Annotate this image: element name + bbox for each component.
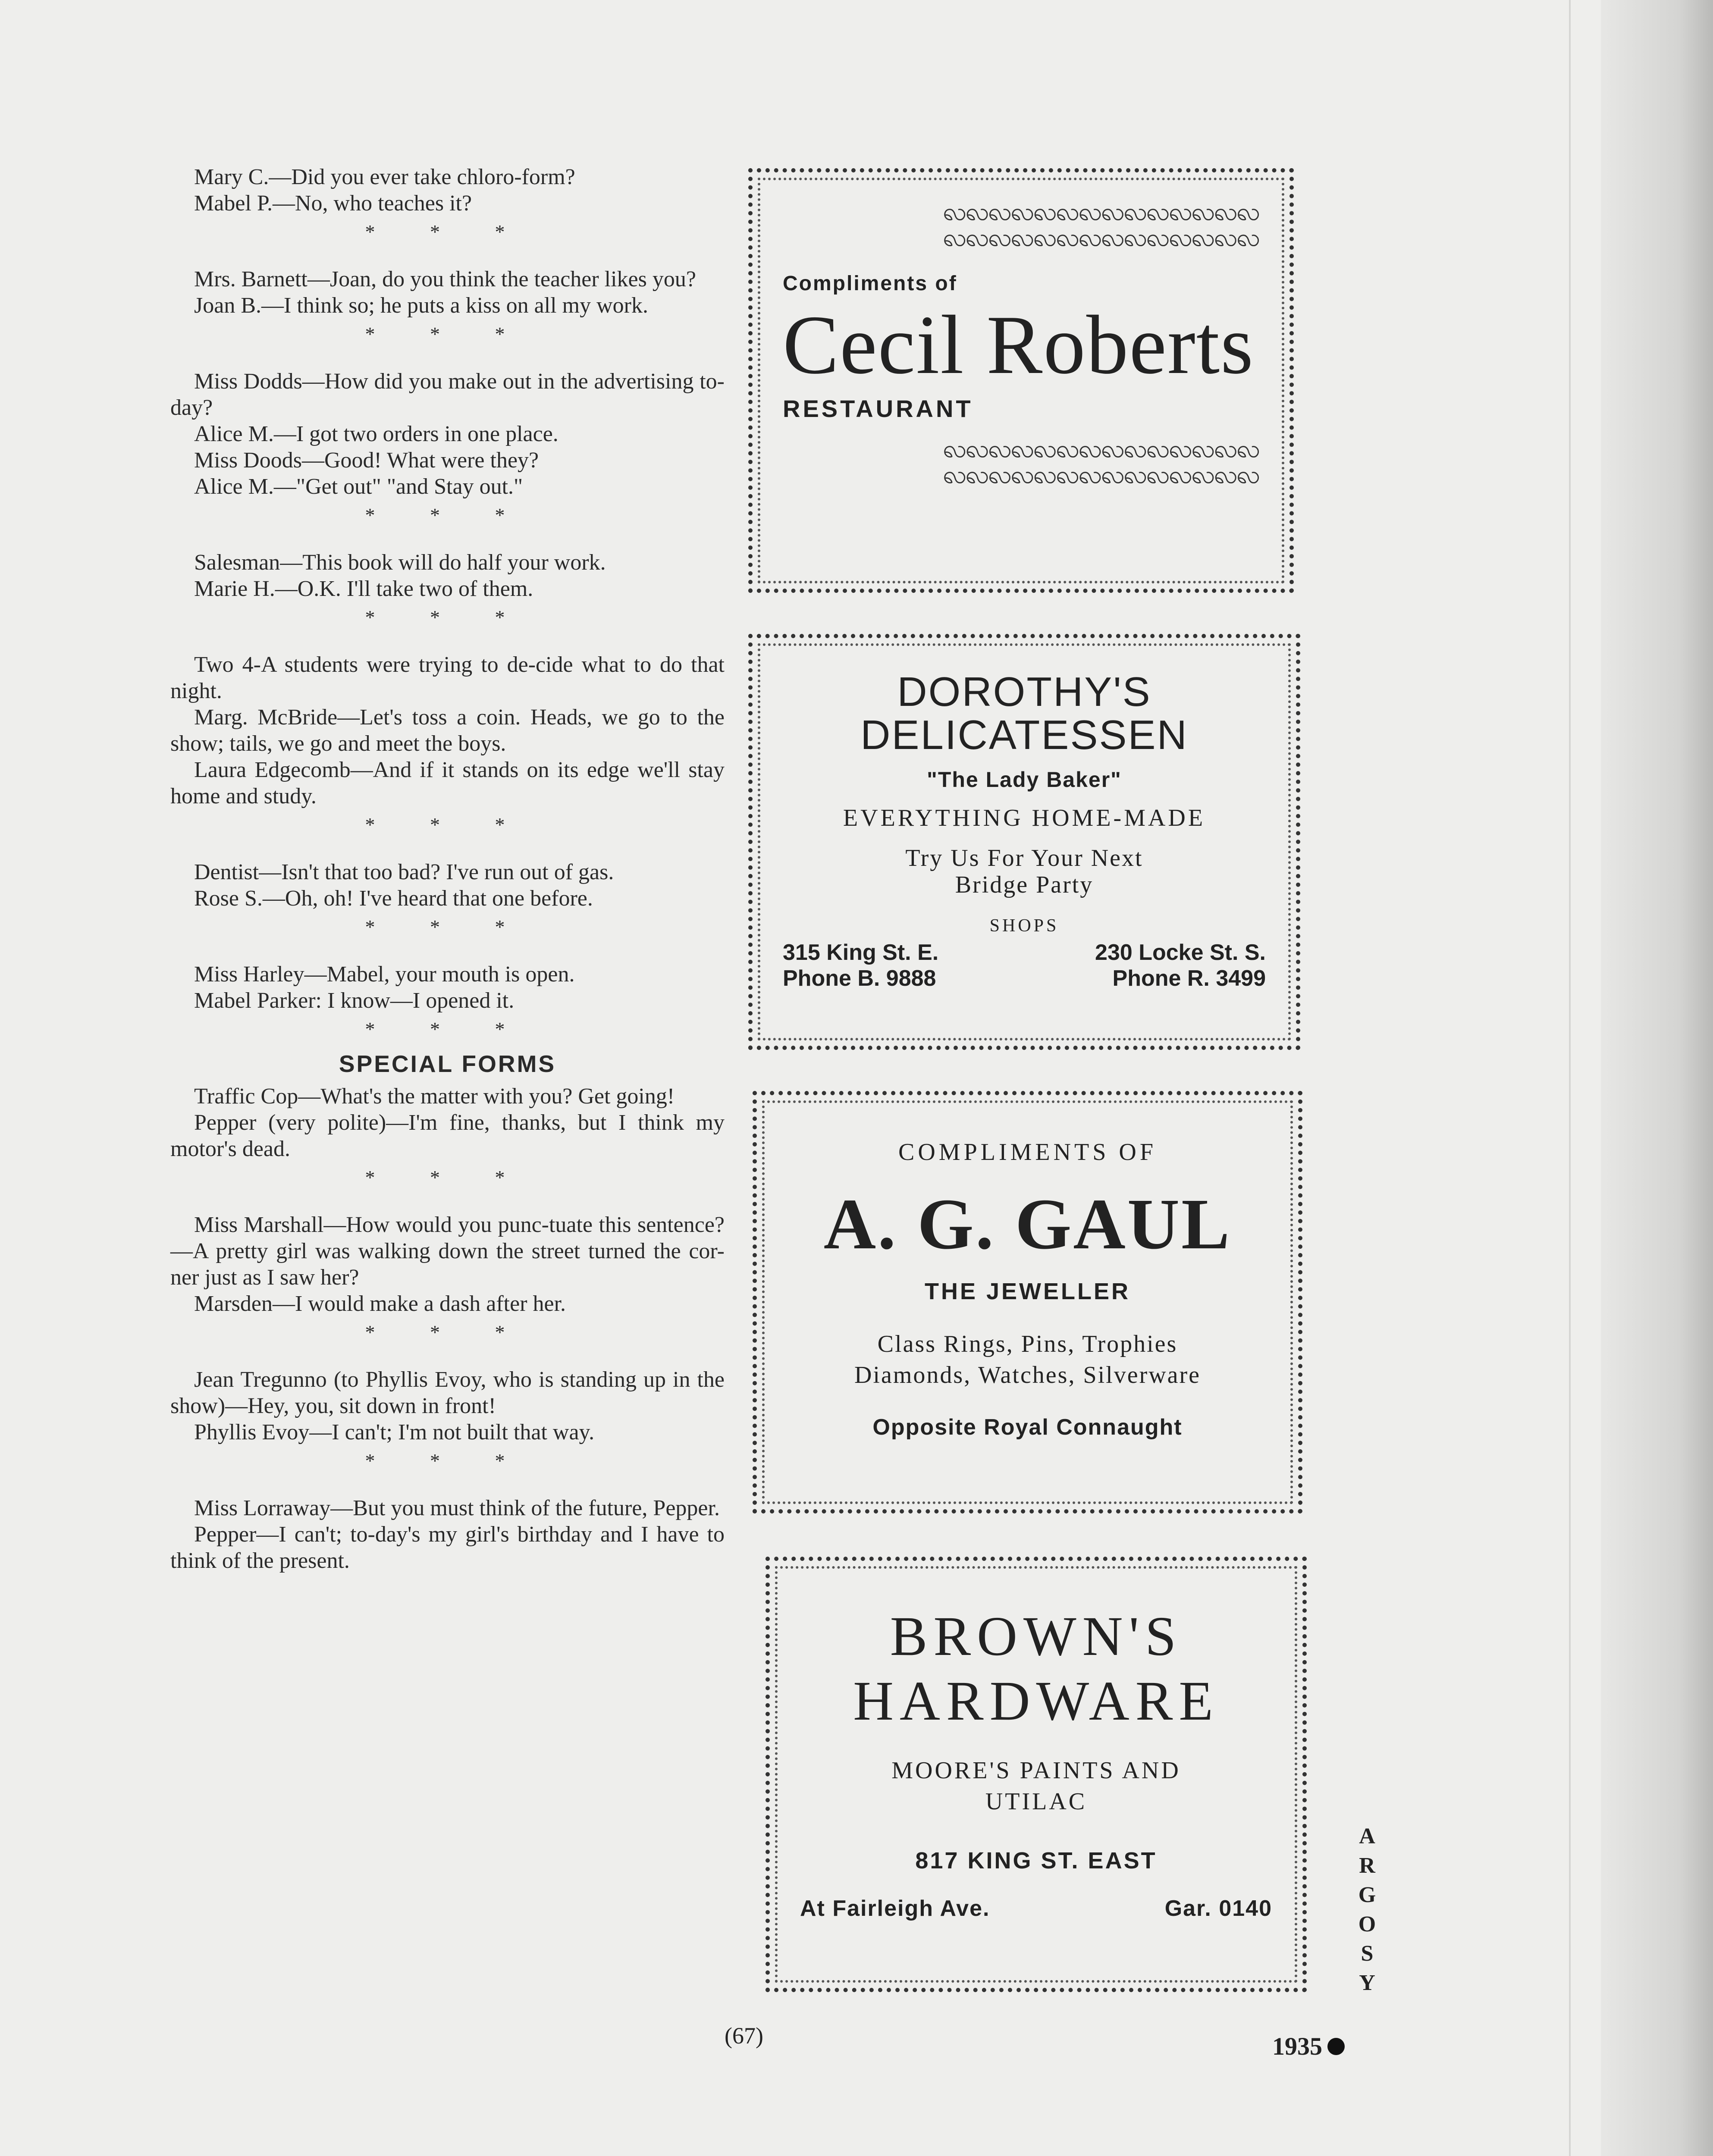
joke-4 (170, 549, 725, 602)
page-number: (67) (725, 2023, 763, 2049)
separator-stars: * * * (365, 814, 530, 836)
joke-7 (170, 961, 725, 1014)
argosy-letter: Y (1359, 1971, 1375, 1995)
ad-title: DELICATESSEN (860, 712, 1188, 758)
joke-line: Laura Edgecomb—And if it stands on its edge we'll stay home and study. (170, 758, 725, 808)
ad-title: HARDWARE (853, 1670, 1219, 1732)
joke-5 (170, 652, 725, 809)
ad-ag-gaul (753, 1091, 1302, 1514)
ad-slogan: "The Lady Baker" (927, 768, 1122, 792)
shop-2 (1095, 940, 1266, 991)
joke-line: Miss Dodds—How did you make out in the advertising to-day? (170, 369, 725, 420)
ad-compliments: Compliments of (783, 272, 957, 295)
separator-stars: * * * (365, 1166, 530, 1188)
argosy-letter: A (1359, 1824, 1375, 1849)
ad-location: Opposite Royal Connaught (872, 1415, 1183, 1440)
argosy-letter: O (1358, 1912, 1376, 1937)
ad-compliments: COMPLIMENTS OF (898, 1139, 1157, 1166)
shop-phone: Phone R. 3499 (1112, 966, 1266, 991)
joke-line: Marsden—I would make a dash after her. (194, 1291, 566, 1316)
special-joke-3 (170, 1366, 725, 1445)
ornament-top: ꩮꩮꩮꩮꩮꩮꩮꩮꩮꩮꩮꩮꩮꩮ (943, 197, 1259, 226)
ad-shop-addresses (783, 940, 1266, 991)
ornament-bottom: ꩮꩮꩮꩮꩮꩮꩮꩮꩮꩮꩮꩮꩮꩮ (943, 460, 1259, 489)
bullet-icon (1327, 2038, 1345, 2055)
page-fold-line (1569, 0, 1571, 2156)
ad-items: Diamonds, Watches, Silverware (854, 1362, 1201, 1388)
special-joke-1 (170, 1083, 725, 1162)
separator-stars: * * * (365, 916, 530, 938)
ad-items: Class Rings, Pins, Trophies (877, 1331, 1178, 1357)
special-joke-2 (170, 1212, 725, 1317)
joke-line: Miss Lorraway—But you must think of the future, Pepper. (194, 1496, 720, 1520)
shop-phone: Phone B. 9888 (783, 966, 936, 991)
shop-1 (783, 940, 938, 991)
ad-shops-label: SHOPS (989, 916, 1059, 936)
ad-business-type: THE JEWELLER (924, 1279, 1131, 1304)
ornament-bottom: ꩮꩮꩮꩮꩮꩮꩮꩮꩮꩮꩮꩮꩮꩮ (943, 434, 1259, 463)
joke-line: Mary C.—Did you ever take chloro-form? (194, 165, 575, 189)
joke-line: Dentist—Isn't that too bad? I've run out of gas. (194, 860, 614, 884)
joke-line: Pepper (very polite)—I'm fine, thanks, but I think my motor's dead. (170, 1110, 725, 1161)
jokes-column (170, 164, 725, 1574)
joke-line: Mabel Parker: I know—I opened it. (194, 988, 515, 1013)
argosy-letter: R (1359, 1853, 1375, 1878)
joke-line: Miss Doods—Good! What were they? (194, 448, 539, 473)
ad-title: BROWN'S (890, 1605, 1183, 1667)
ornament-top: ꩮꩮꩮꩮꩮꩮꩮꩮꩮꩮꩮꩮꩮꩮ (943, 222, 1259, 252)
year-text: 1935 (1272, 2032, 1322, 2060)
separator-stars: * * * (365, 1018, 530, 1040)
joke-line: Jean Tregunno (to Phyllis Evoy, who is standing up in the show)—Hey, you, sit down in front! (170, 1367, 725, 1418)
joke-1 (170, 164, 725, 216)
joke-line: Miss Marshall—How would you punc-tuate this sentence?—A pretty girl was walking down the street turned the cor-ner just as I saw her? (170, 1213, 725, 1290)
ad-browns-hardware (766, 1557, 1307, 1992)
joke-line: Mrs. Barnett—Joan, do you think the teacher likes you? (194, 267, 696, 291)
separator-stars: * * * (365, 504, 530, 526)
argosy-vertical-title (1354, 1822, 1380, 1998)
separator-stars: * * * (365, 606, 530, 628)
separator-stars: * * * (365, 1450, 530, 1472)
page-edge-shadow (1601, 0, 1713, 2156)
joke-line: Pepper—I can't; to-day's my girl's birthday and I have to think of the present. (170, 1522, 725, 1573)
separator-stars: * * * (365, 1321, 530, 1343)
ad-address: 817 KING ST. EAST (915, 1848, 1157, 1874)
joke-line: Traffic Cop—What's the matter with you? Get going! (194, 1084, 675, 1109)
joke-line: Mabel P.—No, who teaches it? (194, 191, 472, 216)
joke-line: Two 4-A students were trying to de-cide what to do that night. (170, 652, 725, 703)
joke-line: Marie H.—O.K. I'll take two of them. (194, 577, 533, 601)
section-heading: SPECIAL FORMS (339, 1050, 556, 1077)
separator-stars: * * * (365, 221, 530, 243)
joke-6 (170, 859, 725, 912)
ad-title: DOROTHY'S (897, 669, 1151, 715)
joke-line: Joan B.—I think so; he puts a kiss on all my work. (194, 293, 648, 318)
ad-contact-row (800, 1896, 1272, 1921)
argosy-letter: G (1358, 1883, 1376, 1907)
ad-products: MOORE'S PAINTS AND (891, 1757, 1181, 1784)
issue-year (1272, 2032, 1345, 2061)
joke-line: Alice M.—I got two orders in one place. (194, 422, 558, 446)
ad-products: UTILAC (985, 1788, 1087, 1815)
shop-address: 230 Locke St. S. (1095, 940, 1266, 965)
ad-business-name: A. G. GAUL (823, 1184, 1232, 1264)
argosy-letter: S (1361, 1941, 1374, 1966)
ad-business-name: Cecil Roberts (783, 298, 1254, 392)
special-joke-4 (170, 1495, 725, 1574)
ad-cecil-roberts (748, 168, 1294, 593)
joke-line: Rose S.—Oh, oh! I've heard that one before. (194, 886, 593, 911)
ad-business-type: RESTAURANT (783, 395, 973, 422)
separator-stars: * * * (365, 323, 530, 345)
ad-invitation: Bridge Party (955, 871, 1094, 898)
ad-phone: Gar. 0140 (1164, 1896, 1272, 1921)
ad-tagline: EVERYTHING HOME-MADE (843, 805, 1206, 831)
joke-line: Miss Harley—Mabel, your mouth is open. (194, 962, 575, 987)
joke-2 (170, 266, 725, 319)
joke-line: Salesman—This book will do half your work. (194, 550, 606, 575)
joke-line: Alice M.—"Get out" "and Stay out." (194, 474, 523, 499)
joke-3 (170, 368, 725, 500)
ad-dorothys-delicatessen (748, 634, 1300, 1050)
ad-invitation: Try Us For Your Next (905, 845, 1143, 871)
joke-line: Marg. McBride—Let's toss a coin. Heads, we go to the show; tails, we go and meet the boys. (170, 705, 725, 756)
shop-address: 315 King St. E. (783, 940, 939, 965)
joke-line: Phyllis Evoy—I can't; I'm not built that way. (194, 1420, 595, 1445)
ad-corner: At Fairleigh Ave. (800, 1896, 990, 1921)
